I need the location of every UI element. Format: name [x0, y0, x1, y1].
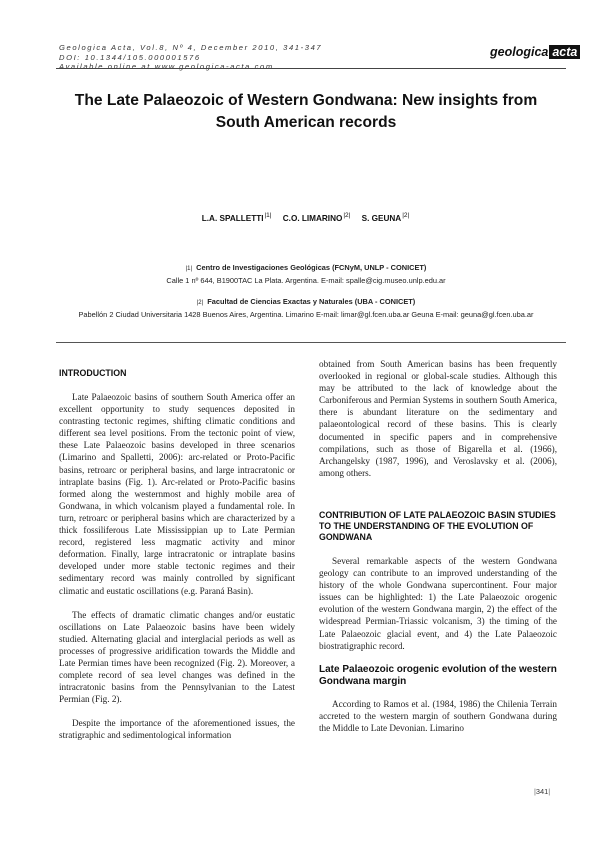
title-line-2: South American records: [215, 114, 397, 131]
logo-text-geologica: geologica: [490, 45, 549, 59]
author-name: C.O. LIMARINO: [282, 214, 343, 223]
author-affiliation-mark: |2|: [343, 212, 351, 219]
journal-citation: Geologica Acta, Vol.8, Nº 4, December 2010, 341-347: [59, 43, 323, 52]
affiliation-mark: |2|: [196, 300, 204, 306]
left-column: [59, 368, 295, 742]
paragraph: According to Ramos et al. (1984, 1986) the Chilenia Terrain accreted to the western margin of southern Gondwana during the Middle to Late Devonian. Limarino: [319, 698, 557, 733]
paragraph-continued: obtained from South American basins has been frequently overlooked in regional or global-scale studies. Although this may be attributed to the lack of knowledge about the Carboniferous and Permian Systems in southern South America, there is abundant literature on the sedimentary and palaeontological record of these basins. This is clearly documented in specific papers and in comprehensive compilations, such as those of Bigarella et al. (1966), Archangelsky (1987, 1996), and Veroslavsky et al. (2006), among others.: [319, 359, 557, 478]
author-affiliation-mark: |1|: [264, 212, 272, 219]
journal-url: Available online at www.geologica-acta.com: [59, 62, 274, 72]
affiliation-address: Calle 1 nº 644, B1900TAC La Plata. Argentina. E-mail: spalle@cig.museo.unlp.edu.ar: [166, 276, 446, 285]
affiliation-name: Centro de Investigaciones Geológicas (FCNyM, UNLP - CONICET): [196, 263, 427, 272]
right-column: [319, 358, 557, 734]
author-name: S. GEUNA: [361, 214, 402, 223]
introduction-heading: INTRODUCTION: [59, 368, 127, 378]
affiliation-mark: |1|: [185, 266, 193, 272]
journal-doi: DOI: 10.1344/105.000001576: [59, 52, 201, 62]
paragraph: Late Palaeozoic basins of southern South America offer an excellent opportunity to study sequences deposited in contrasting tectonic regimes, shifting climatic conditions and different sea level positions. From the tectonic point of view, these Late Palaeozoic basins developed in three scenarios (Limarino and Spalletti, 2006): arc-related or Proto-Pacific basins, retroarc or peripheral basins, and large intracratonic or intraplate basins (Fig. 1). Arc-related or Proto-Pacific basins formed along the westernmost and highly mobile area of Gondwana, in which volcanism played a fundamental role. In turn, retroarc or peripheral basins which are characterized by a thick fossiliferous Late Mississippian up to Late Permian record, registered less magmatic activity and minor deformation. Finally, large intracratonic or intraplate basins developed under more stable tectonic regimes and their sedimentary record was mainly controlled by significant climatic and eustatic oscillations (e.g. Paraná Basin).: [59, 392, 295, 596]
paragraph: Despite the importance of the aforementioned issues, the stratigraphic and sedimentological information: [59, 718, 295, 741]
journal-logo: [490, 45, 578, 59]
article-title: [40, 90, 572, 134]
orogenic-subheading: Late Palaeozoic orogenic evolution of the western Gondwana margin: [319, 663, 557, 688]
title-line-1: The Late Palaeozoic of Western Gondwana: New insights from: [74, 92, 538, 109]
affiliation-address: Pabellón 2 Ciudad Universitaria 1428 Buenos Aires, Argentina. Limarino E-mail: limar@gl.fcen.uba.ar Geuna E-mail: geuna@gl.fcen.uba.ar: [78, 310, 534, 319]
section-divider: [56, 342, 566, 343]
affiliation-name: Facultad de Ciencias Exactas y Naturales (UBA - CONICET): [207, 297, 416, 306]
paragraph: Several remarkable aspects of the western Gondwana geology can contribute to an improved understanding of the history of the whole Gondwana supercontinent. Four major issues can be highlighted: 1) the Late Palaeozoic orogenic evolution of the western Gondwana margin, 2) the effect of the widespread Permian-Triassic volcanism, 3) the timing of the Late Palaeozoic glacial event, and 4) the Late Palaeozoic biostratigraphic record.: [319, 555, 557, 651]
paragraph: The effects of dramatic climatic changes and/or eustatic oscillations on Late Palaeozoic basins have been widely studied. Alternating glacial and interglacial periods as well as processes of progressive aridification towards the Middle and Late Permian times have been recognized (Fig. 2). Moreover, a complete record of sea level changes was defined in the intracratonic basins from the Pennsylvanian to the Latest Permian (Fig. 2).: [59, 609, 295, 705]
author-list: [0, 212, 612, 223]
page-number: |341|: [534, 787, 551, 796]
author-affiliation-mark: |2|: [402, 212, 410, 219]
author-name: L.A. SPALLETTI: [201, 214, 264, 223]
affiliation-2: [0, 296, 612, 321]
header-divider: [56, 68, 566, 69]
contribution-heading: CONTRIBUTION OF LATE PALAEOZOIC BASIN STUDIES TO THE UNDERSTANDING OF THE EVOLUTION OF GONDWANA: [319, 509, 556, 542]
affiliation-1: [0, 262, 612, 287]
page-number-value: 341: [535, 787, 549, 796]
logo-text-acta: acta: [549, 45, 580, 59]
